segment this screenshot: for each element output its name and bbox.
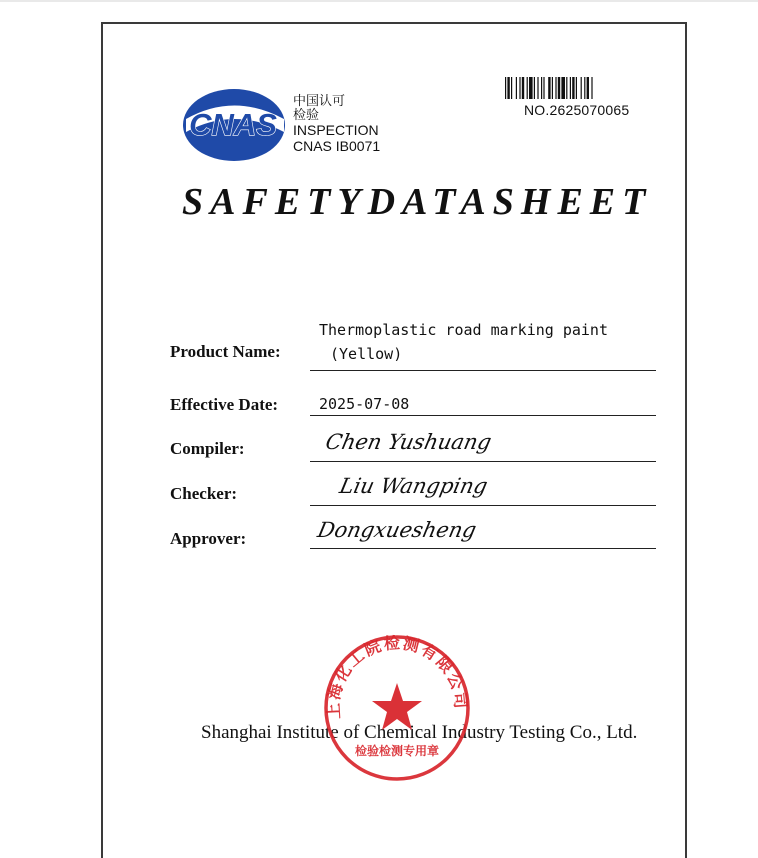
barcode-bar: [566, 77, 567, 99]
product-name-label: Product Name:: [170, 342, 281, 361]
cnas-inspection-label: INSPECTION: [293, 122, 379, 138]
barcode-bar: [522, 77, 524, 99]
compiler-signature: Chen Yushuang: [323, 430, 494, 454]
page-top-edge: [0, 0, 758, 2]
barcode-bar: [516, 77, 517, 99]
cnas-logo: [180, 86, 288, 164]
barcode-bar: [587, 77, 589, 99]
effective-date-underline: [310, 415, 656, 416]
barcode-number: NO.2625070065: [524, 102, 630, 118]
barcode-bar: [591, 77, 592, 99]
barcode-bar: [527, 77, 528, 99]
barcode-bar: [529, 77, 533, 99]
barcode-bar: [534, 77, 535, 99]
compiler-underline: [310, 461, 656, 462]
company-seal-stamp: [322, 633, 472, 783]
barcode-bar: [505, 77, 506, 99]
product-name-line2: (Yellow): [330, 345, 403, 363]
barcode-bar: [572, 77, 574, 99]
barcode-bar: [511, 77, 512, 99]
barcode: [505, 77, 650, 99]
barcode-bar: [570, 77, 571, 99]
barcode-bar: [558, 77, 560, 99]
approver-signature: Dongxuesheng: [315, 518, 479, 542]
checker-signature: Liu Wangping: [337, 474, 490, 498]
document-title: SAFETYDATASHEET: [182, 181, 653, 223]
approver-label: Approver:: [170, 529, 247, 548]
barcode-bar: [519, 77, 520, 99]
barcode-bar: [584, 77, 585, 99]
product-name-line1: Thermoplastic road marking paint: [319, 321, 608, 339]
barcode-bar: [543, 77, 544, 99]
barcode-bar: [548, 77, 550, 99]
cnas-accreditation-text: [293, 94, 380, 154]
compiler-label: Compiler:: [170, 439, 245, 458]
approver-underline: [310, 548, 656, 549]
barcode-bar: [507, 77, 509, 99]
barcode-bar: [555, 77, 556, 99]
effective-date-label: Effective Date:: [170, 395, 279, 414]
cnas-logo-text: CNAS: [189, 107, 277, 142]
barcode-bar: [541, 77, 542, 99]
barcode-bar: [581, 77, 582, 99]
checker-label: Checker:: [170, 484, 238, 503]
effective-date-value: 2025-07-08: [319, 395, 410, 413]
stamp-ring-text: 上海化工院检测有限公司: [323, 633, 471, 720]
barcode-bar: [552, 77, 553, 99]
cnas-chinese-line2: 检验: [293, 107, 320, 122]
cnas-id: CNAS IB0071: [293, 138, 381, 154]
barcode-bar: [537, 77, 538, 99]
cnas-chinese-line1: 中国认可: [293, 93, 346, 108]
barcode-bar: [561, 77, 565, 99]
product-name-underline: [310, 370, 656, 371]
barcode-bar: [576, 77, 577, 99]
company-name: Shanghai Institute of Chemical Industry Testing Co., Ltd.: [201, 722, 638, 743]
stamp-bottom-text: 检验检测专用章: [354, 744, 440, 758]
checker-underline: [310, 505, 656, 506]
